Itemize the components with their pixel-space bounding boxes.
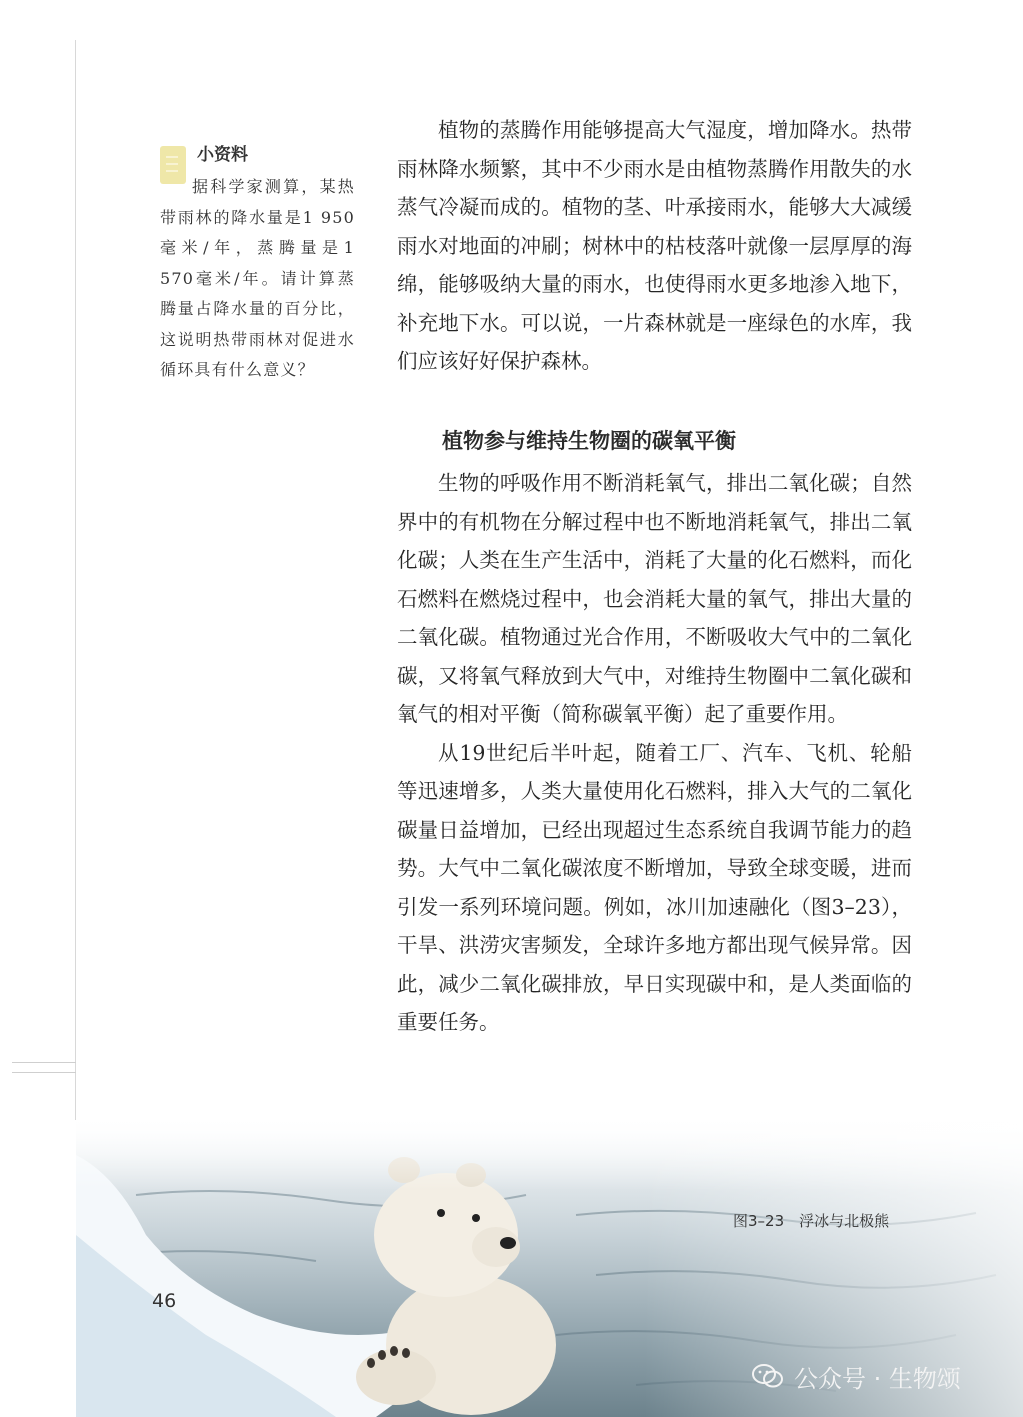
watermark-text: 公众号 · 生物颂 bbox=[794, 1364, 961, 1393]
figure-caption: 图3–23 浮冰与北极熊 bbox=[733, 1212, 890, 1230]
page-edge bbox=[75, 40, 76, 1120]
paragraph-transpiration: 植物的蒸腾作用能够提高大气湿度，增加降水。热带雨林降水频繁，其中不少雨水是由植物蒸腾作用散失的水蒸气冷凝而成的。植物的茎、叶承接雨水，能够大大减缓雨水对地面的冲刷；树林中的枯枝落叶就像一层厚厚的海绵，能够吸纳大量的雨水，也使得雨水更多地渗入地下，补充地下水。可以说，一片森林就是一座绿色的水库，我们应该好好保护森林。 bbox=[397, 118, 912, 373]
section-heading: 植物参与维持生物圈的碳氧平衡 bbox=[442, 429, 736, 453]
paragraph-carbon-oxygen: 生物的呼吸作用不断消耗氧气，排出二氧化碳；自然界中的有机物在分解过程中也不断地消耗氧气，排出二氧化碳；人类在生产生活中，消耗了大量的化石燃料，而化石燃料在燃烧过程中，也会消耗大量的氧气，排出大量的二氧化碳。植物通过光合作用，不断吸收大气中的二氧化碳，又将氧气释放到大气中，对维持生物圈中二氧化碳和氧气的相对平衡（简称碳氧平衡）起了重要作用。 bbox=[397, 471, 912, 726]
paragraph-emissions: 从19世纪后半叶起，随着工厂、汽车、飞机、轮船等迅速增多，人类大量使用化石燃料，排入大气的二氧化碳量日益增加，已经出现超过生态系统自我调节能力的趋势。大气中二氧化碳浓度不断增加，导致全球变暖，进而引发一系列环境问题。例如，冰川加速融化（图3–23），干旱、洪涝灾害频发，全球许多地方都出现气候异常。因此，减少二氧化碳排放，早日实现碳中和，是人类面临的重要任务。 bbox=[397, 740, 912, 1034]
watermark bbox=[752, 1358, 961, 1394]
edge-mark bbox=[12, 1072, 76, 1073]
wechat-icon bbox=[752, 1363, 784, 1389]
sidebar-title: 小资料 bbox=[197, 145, 248, 165]
edge-mark bbox=[12, 1062, 76, 1063]
main-text-section-1 bbox=[397, 111, 912, 381]
sidebar-body: 据科学家测算，某热带雨林的降水量是1 950毫米/年，蒸腾量是1 570毫米/年。请计算蒸腾量占降水量的百分比，这说明热带雨林对促进水循环具有什么意义？ bbox=[160, 177, 355, 379]
page-number: 46 bbox=[152, 1290, 177, 1312]
main-text-section-2 bbox=[397, 464, 912, 1042]
